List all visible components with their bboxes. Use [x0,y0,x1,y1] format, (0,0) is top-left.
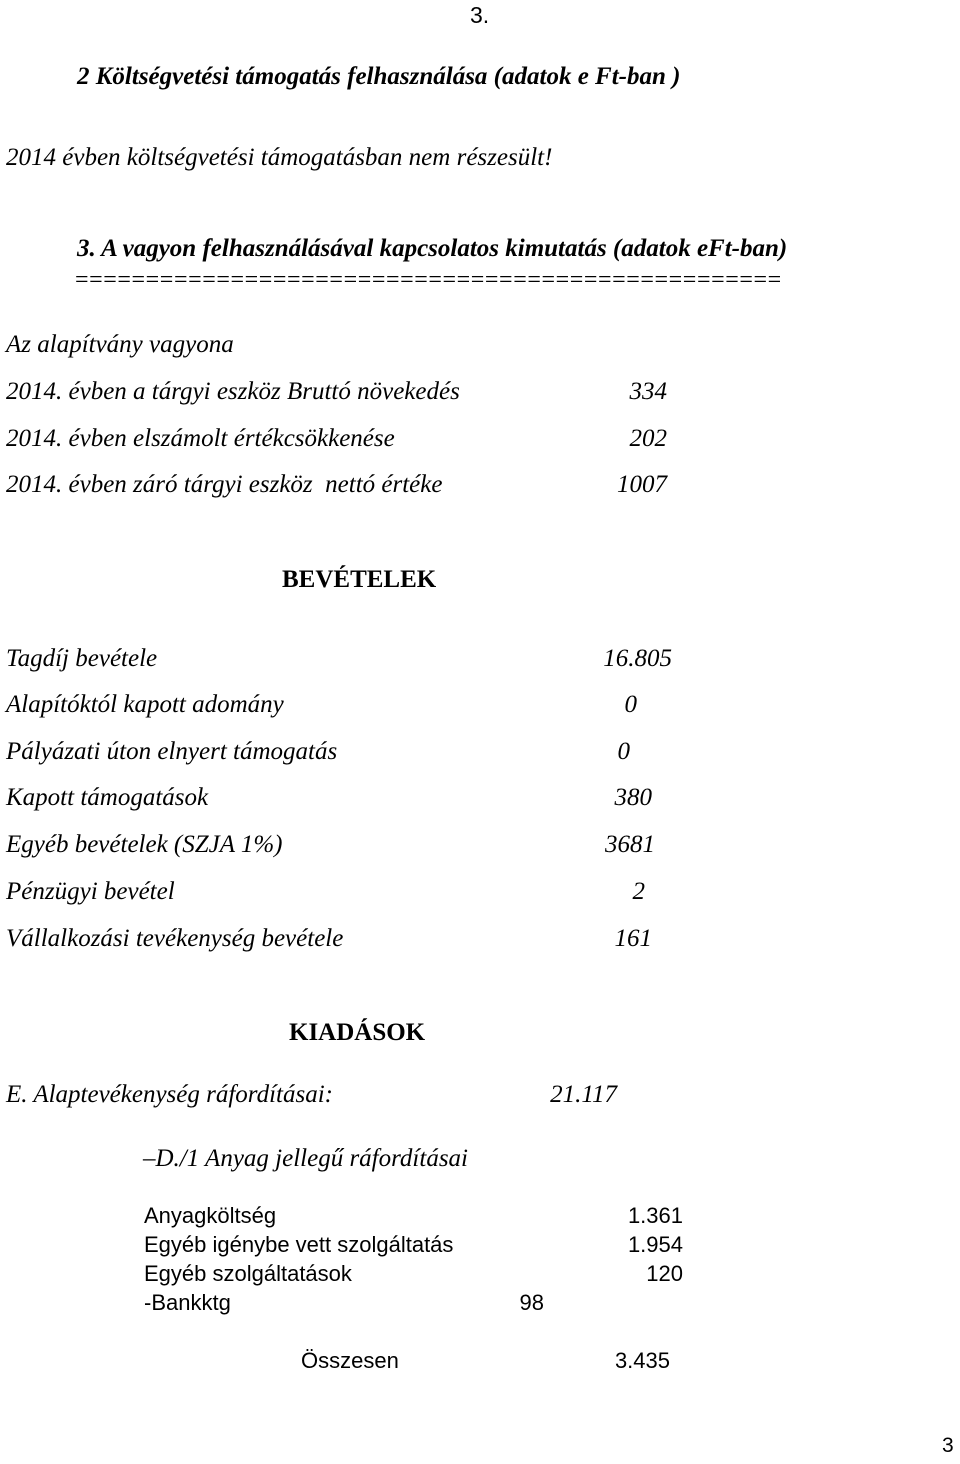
expenses-total-value: 3.435 [614,1348,670,1373]
income-row-label: Egyéb bevételek (SZJA 1%) [6,831,283,858]
expense-item-value: 1.954 [627,1232,683,1257]
income-row-label: Tagdíj bevétele [6,645,158,672]
income-row-value: 2 [632,878,645,905]
expense-item-label: Egyéb igénybe vett szolgáltatás [144,1232,454,1257]
section-3-title: 3. A vagyon felhasználásával kapcsolatos kimutatás (adatok eFt-ban) [77,235,788,262]
expenses-main-value: 21.117 [550,1081,617,1108]
income-row-label: Alapítóktól kapott adomány [6,691,284,718]
income-row-value: 3681 [605,831,655,858]
page-number-bottom: 3 [942,1434,954,1457]
income-row-value: 0 [617,738,630,765]
expense-item-value: 98 [519,1290,544,1315]
section-2-title: 2 Költségvetési támogatás felhasználása (adatok e Ft-ban ) [77,63,681,90]
income-row-label: Pénzügyi bevétel [6,878,175,905]
assets-heading: Az alapítvány vagyona [6,331,234,358]
income-row-label: Kapott támogatások [6,784,209,811]
income-row-label: Pályázati úton elnyert támogatás [6,738,338,765]
expenses-total-label: Összesen [301,1348,399,1373]
income-heading: BEVÉTELEK [282,566,437,593]
expense-item-label: Anyagköltség [144,1203,277,1228]
income-row-value: 0 [624,691,637,718]
expenses-heading: KIADÁSOK [289,1019,426,1046]
section-3-rule: ================================================== [75,267,782,293]
income-row-label: Vállalkozási tevékenység bevétele [6,925,344,952]
assets-row-label: 2014. évben elszámolt értékcsökkenése [6,425,395,452]
page-number-top: 3. [470,2,490,28]
assets-row-value: 202 [629,425,667,452]
expense-item-label: Egyéb szolgáltatások [144,1261,352,1286]
assets-row-value: 1007 [617,471,667,498]
income-row-value: 380 [614,784,652,811]
expense-item-value: 120 [646,1261,683,1286]
expense-item-label: -Bankktg [144,1290,231,1315]
assets-row-label: 2014. évben záró tárgyi eszköz nettó értéke [6,471,443,498]
assets-row-value: 334 [629,378,667,405]
income-row-value: 161 [614,925,652,952]
expense-item-value: 1.361 [627,1203,683,1228]
expenses-sub-heading: –D./1 Anyag jellegű ráfordításai [143,1145,468,1172]
expenses-main-label: E. Alaptevékenység ráfordításai: [6,1081,334,1108]
assets-row-label: 2014. évben a tárgyi eszköz Bruttó növekedés [6,378,460,405]
income-row-value: 16.805 [603,645,672,672]
section-2-text: 2014 évben költségvetési támogatásban nem részesült! [6,144,553,171]
